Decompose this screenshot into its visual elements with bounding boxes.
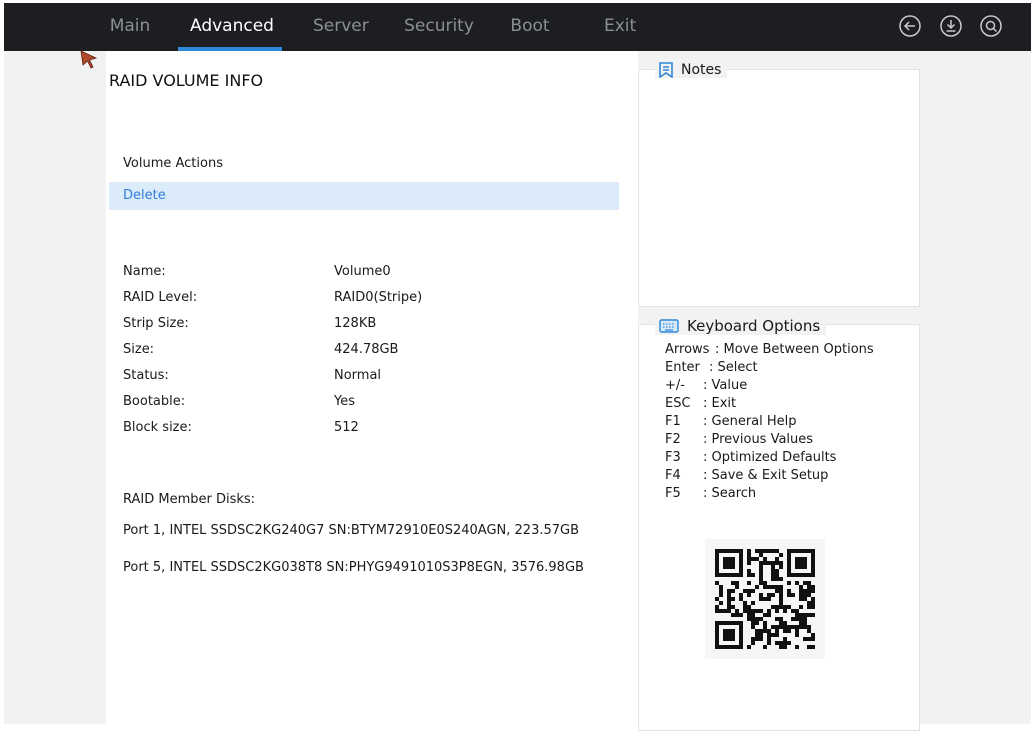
shortcut-desc: : Exit	[703, 396, 737, 411]
tab-boot[interactable]: Boot	[510, 16, 550, 36]
tab-exit[interactable]: Exit	[604, 16, 637, 36]
info-value: 512	[334, 420, 359, 435]
info-key: RAID Level:	[123, 290, 198, 305]
help-panel	[638, 51, 1031, 724]
notes-box	[638, 62, 920, 307]
info-row-status	[123, 368, 523, 386]
info-row-block-size	[123, 420, 523, 438]
shortcut-desc: : Previous Values	[703, 432, 814, 447]
shortcut-desc: : Value	[703, 378, 748, 393]
page-title: RAID VOLUME INFO	[109, 71, 264, 90]
info-row-name	[123, 264, 523, 282]
top-nav-bar	[4, 3, 1031, 51]
member-disk-item: Port 5, INTEL SSDSC2KG038T8 SN:PHYG9491010S3P8EGN, 3576.98GB	[123, 560, 584, 575]
info-value: 128KB	[334, 316, 377, 331]
shortcut-key: F4	[665, 468, 681, 483]
shortcut-key: F3	[665, 450, 681, 465]
member-disks-heading: RAID Member Disks:	[123, 492, 256, 507]
tab-security[interactable]: Security	[404, 16, 474, 36]
mouse-pointer-icon	[80, 50, 98, 70]
tab-advanced[interactable]: Advanced	[190, 3, 270, 51]
shortcut-key: F5	[665, 486, 681, 501]
info-row-raid-level	[123, 290, 523, 308]
info-value: Volume0	[334, 264, 391, 279]
shortcut-desc: : Select	[709, 360, 758, 375]
info-key: Block size:	[123, 420, 192, 435]
info-key: Strip Size:	[123, 316, 189, 331]
info-key: Status:	[123, 368, 169, 383]
info-value: Yes	[334, 394, 355, 409]
keyboard-options-title: Keyboard Options	[687, 317, 821, 335]
shortcut-desc: : Optimized Defaults	[703, 450, 837, 465]
info-key: Size:	[123, 342, 155, 357]
info-row-bootable	[123, 394, 523, 412]
shortcut-desc: : Save & Exit Setup	[703, 468, 829, 483]
shortcut-desc: : General Help	[703, 414, 797, 429]
shortcut-key: F1	[665, 414, 681, 429]
search-icon[interactable]	[979, 14, 1003, 38]
notes-icon	[659, 62, 673, 78]
delete-volume-button[interactable]	[109, 182, 619, 210]
member-disk-item: Port 1, INTEL SSDSC2KG240G7 SN:BTYM72910E0S240AGN, 223.57GB	[123, 523, 580, 538]
info-value: RAID0(Stripe)	[334, 290, 423, 305]
volume-actions-heading: Volume Actions	[123, 156, 223, 171]
save-icon[interactable]	[939, 14, 963, 38]
tab-server[interactable]: Server	[313, 16, 369, 36]
keyboard-icon	[659, 318, 679, 334]
shortcut-key: Enter	[665, 360, 700, 375]
shortcut-key: F2	[665, 432, 681, 447]
delete-label: Delete	[123, 188, 166, 203]
info-value: Normal	[334, 368, 382, 383]
shortcut-key: +/-	[665, 378, 685, 393]
shortcut-key: Arrows	[665, 342, 710, 357]
shortcut-key: ESC	[665, 396, 691, 411]
keyboard-options-box	[638, 317, 920, 731]
qr-code	[705, 539, 825, 659]
back-icon[interactable]	[898, 14, 922, 38]
notes-title: Notes	[681, 62, 722, 78]
shortcut-desc: : Search	[703, 486, 757, 501]
info-value: 424.78GB	[334, 342, 399, 357]
info-row-size	[123, 342, 523, 360]
qr-code-image	[705, 539, 825, 659]
keyboard-options-header	[655, 317, 826, 335]
bios-window	[4, 3, 1031, 724]
notes-header	[655, 62, 727, 78]
info-key: Bootable:	[123, 394, 186, 409]
shortcut-desc: : Move Between Options	[715, 342, 874, 357]
info-row-strip-size	[123, 316, 523, 334]
info-key: Name:	[123, 264, 166, 279]
tab-main[interactable]: Main	[109, 16, 151, 36]
main-panel	[106, 51, 638, 724]
